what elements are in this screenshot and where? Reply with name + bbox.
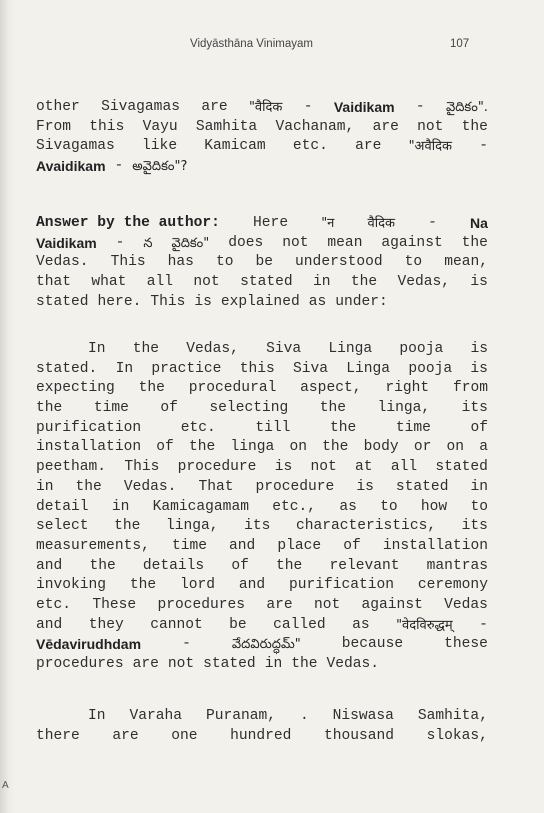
running-title: Vidyāsthāna Vinimayam: [190, 38, 313, 50]
text-line: etc. These procedures are not against Vedas: [36, 596, 488, 613]
text-line: In Varaha Puranam, . Niswasa Samhita,: [88, 708, 488, 724]
text-line: Answer by the author: Here "न वैदिक - Na: [36, 214, 488, 234]
text-line: expecting the procedural aspect, right from: [36, 380, 488, 397]
text-line: stated. In practice this Siva Linga pooja is: [36, 360, 488, 377]
answer-heading: Answer by the author:: [36, 215, 220, 231]
text-line: From this Vayu Samhita Vachanam, are not the: [36, 118, 488, 135]
text-line: Vedas. This has to be understood to mean,: [36, 254, 488, 271]
text-line: stated here. This is explained as under:: [36, 293, 388, 310]
text-line: and they cannot be called as "वेदविरुद्धम् -: [36, 616, 488, 633]
text-line: in the Vedas. That procedure is stated in: [36, 478, 488, 495]
text-line: peetham. This procedure is not at all stated: [36, 459, 488, 476]
paragraph-3: [36, 340, 488, 675]
text-line: Sivagamas like Kamicam etc. are "अवैदिक -: [36, 138, 488, 155]
page-binding-edge: [0, 0, 14, 813]
paragraph-2: [36, 214, 488, 312]
text-line: detail in Kamicagamam etc., as to how to: [36, 498, 488, 515]
text-line: measurements, time and place of installation: [36, 537, 488, 554]
text-line: procedures are not stated in the Vedas.: [36, 656, 380, 672]
margin-mark: A: [2, 780, 9, 791]
text-line: In the Vedas, Siva Linga pooja is: [88, 341, 488, 357]
text-line: other Sivagamas are "वैदिक - Vaidikam - వైదికం".: [36, 99, 488, 115]
text-line: there are one hundred thousand slokas,: [36, 727, 488, 744]
text-line: select the linga, its characteristics, its: [36, 518, 488, 535]
text-line: and the details of the relevant mantras: [36, 557, 488, 574]
text-line: installation of the linga on the body or on a: [36, 439, 488, 456]
text-line: the time of selecting the linga, its: [36, 400, 488, 417]
text-line: Avaidikam - అవైదికం"?: [36, 158, 188, 175]
text-line: Vaidikam - న వైదికం" does not mean against the: [36, 234, 488, 251]
paragraph-1: [36, 98, 488, 177]
page-number: 107: [450, 38, 470, 50]
text-line: Vēdavirudhdam - వేదవిరుద్ధమ్" because these: [36, 636, 488, 653]
running-header: [0, 38, 544, 54]
paragraph-4: [36, 707, 488, 746]
text-line: that what all not stated in the Vedas, is: [36, 274, 488, 291]
text-line: invoking the lord and purification ceremony: [36, 577, 488, 594]
text-line: purification etc. till the time of: [36, 419, 488, 436]
